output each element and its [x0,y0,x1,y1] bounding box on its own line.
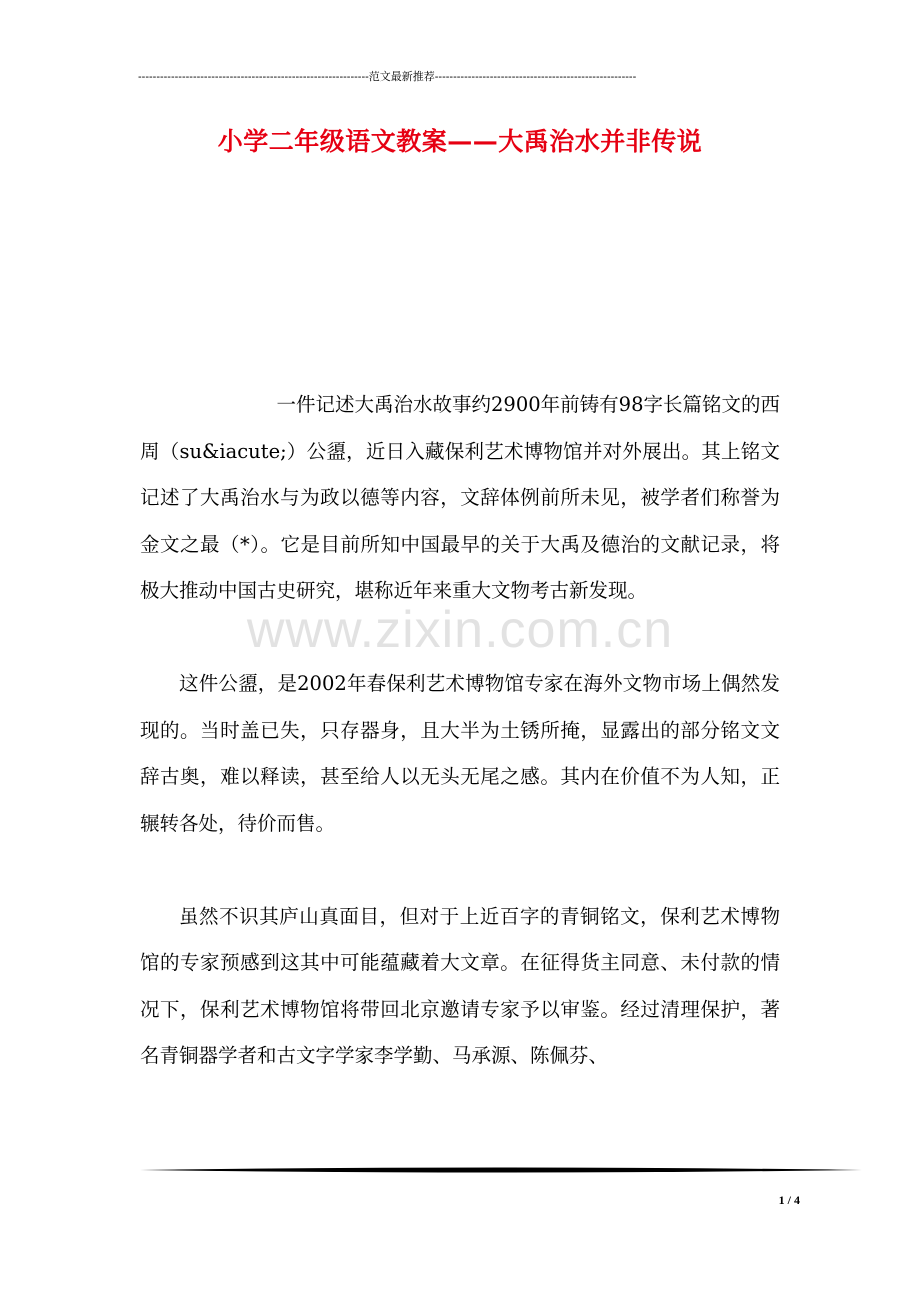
document-body [140,382,780,1126]
paragraph-1: 一件记述大禹治水故事约2900年前铸有98字长篇铭文的西周（su&iacute;）公盨，近日入藏保利艺术博物馆并对外展出。其上铭文记述了大禹治水与为政以德等内容，文辞体例前所未见，被学者们称誉为金文之最（*）。它是目前所知中国最早的关于大禹及德治的文献记录，将极大推动中国古史研究，堪称近年来重大文物考古新发现。 [140,393,780,602]
watermark: www.zixin.com.cn [246,601,674,659]
document-title: 小学二年级语文教案——大禹治水并非传说 [217,127,703,156]
paragraph-3: 虽然不识其庐山真面目，但对于上近百字的青铜铭文，保利艺术博物馆的专家预感到这其中可能蕴藏着大文章。在征得货主同意、未付款的情况下，保利艺术博物馆将带回北京邀请专家予以审鉴。经过清理保护，著名青铜器学者和古文字学家李学勤、马承源、陈佩芬、 [140,904,780,1067]
paragraph-2: 这件公盨，是2002年春保利艺术博物馆专家在海外文物市场上偶然发现的。当时盖已失，只存器身，且大半为土锈所掩，显露出的部分铭文文辞古奥，难以释读，甚至给人以无头无尾之感。其内在价值不为人知，正辗转各处，待价而售。 [140,672,780,835]
page-number: 1 / 4 [778,1193,800,1207]
header-banner: ---------------------------------------------------------------范文最新推荐------------------------------------------------------- [138,71,637,83]
footer-divider [140,1166,862,1174]
